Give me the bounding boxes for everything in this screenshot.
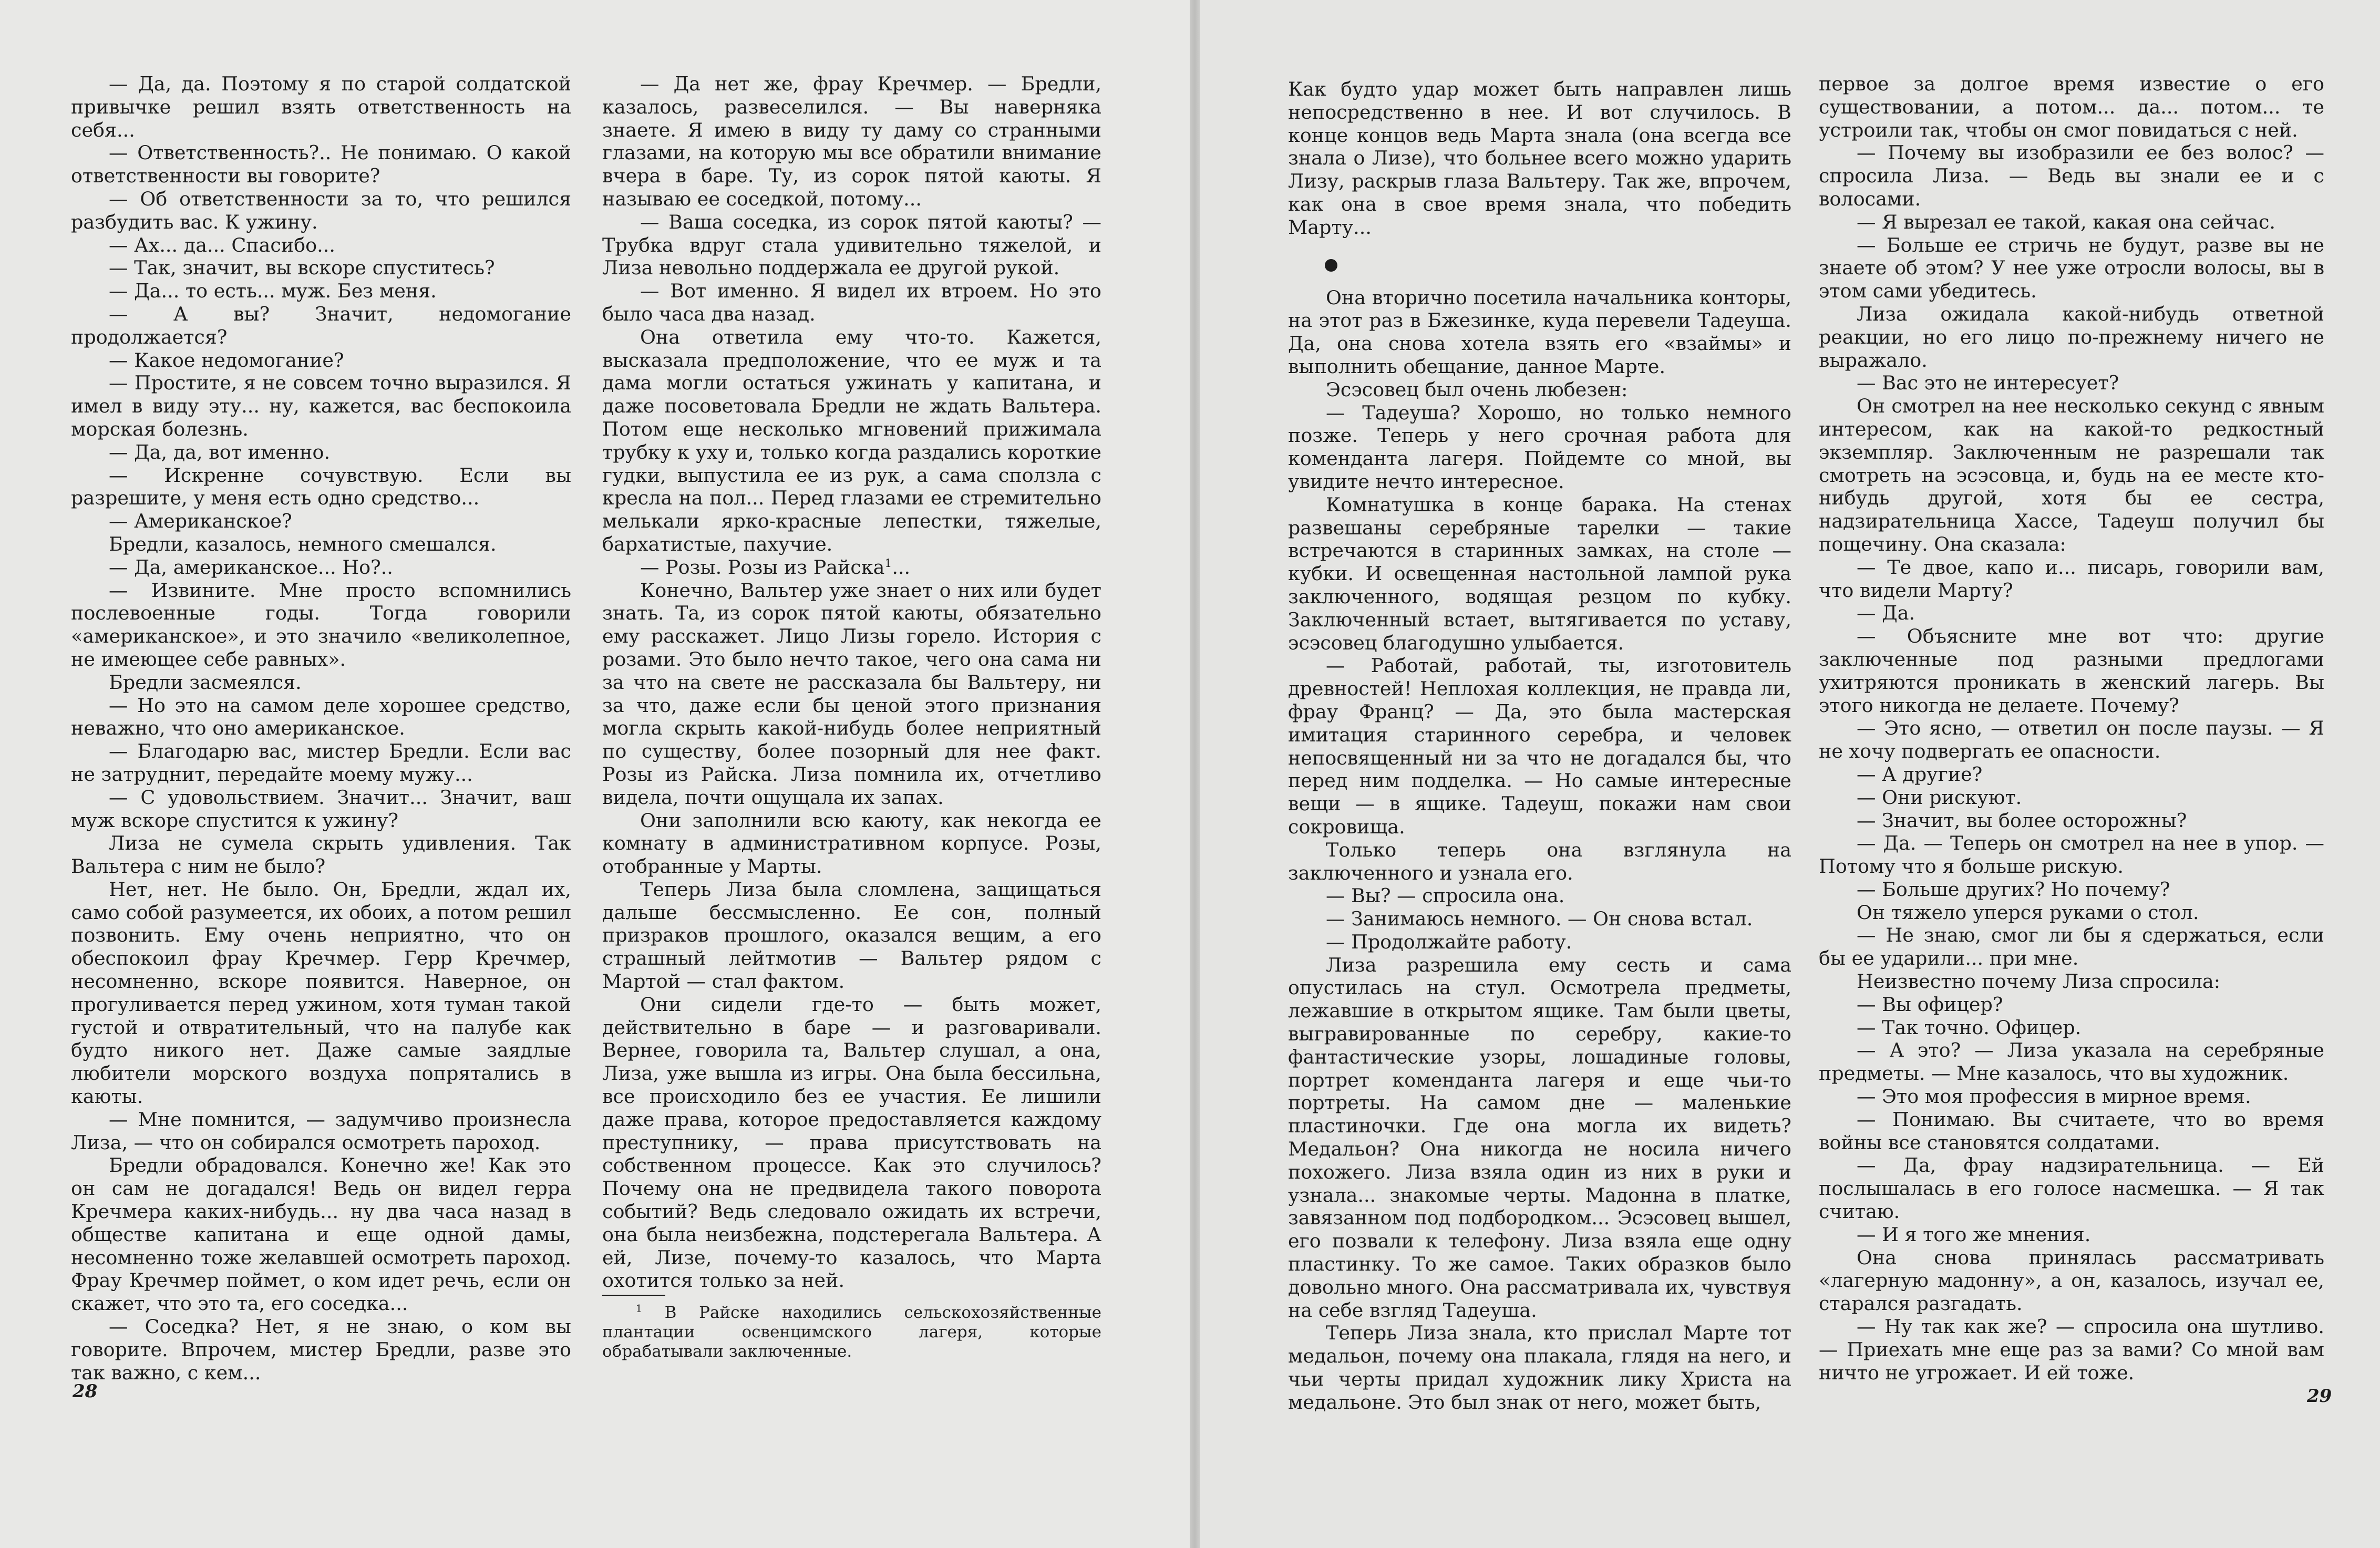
paragraph: — Вас это не интересует? <box>1857 371 2119 395</box>
paragraph: — Ах... да... Спасибо... <box>109 233 335 256</box>
paragraph: Она вторично посетила начальника конторы, на этот раз в Бжезинке, куда перевели Тадеуша. Да, она снова хотела взять его «взаймы» и выполнить обещание, данное Марте. <box>1288 286 1791 378</box>
paragraph: — Да. — Теперь он смотрел на нее в упор. — Потому что я больше рискую. <box>1819 832 2324 878</box>
paragraph: — Соседка? Нет, я не знаю, о ком вы говорите. Впрочем, мистер Бредли, разве это так важно, с кем... <box>71 1315 571 1384</box>
paragraph: — Почему вы изобразили ее без волос? — спросила Лиза. — Ведь вы знали ее и с волосами. <box>1819 141 2324 210</box>
paragraph: — Да, да. Поэтому я по старой солдатской привычке решил взять ответственность на себя... <box>71 73 571 141</box>
left-page-column-1 <box>71 73 571 1384</box>
paragraph: Теперь Лиза знала, кто прислал Марте тот медальон, почему она плакала, глядя на него, и чьи черты придал художник лику Христа на медальоне. Это был знак от него, может быть, <box>1288 1322 1791 1413</box>
paragraph: — Они рискуют. <box>1857 786 2022 809</box>
paragraph: — Ну так как же? — спросила она шутливо. — Приехать мне еще раз за вами? Со мной вам ничто не угрожает. И ей тоже. <box>1819 1315 2324 1384</box>
paragraph: — Это ясно, — ответил он после паузы. — Я не хочу подвергать ее опасности. <box>1819 717 2324 763</box>
book-gutter <box>1190 0 1200 1548</box>
paragraph: — С удовольствием. Значит... Значит, ваш муж вскоре спустится к ужину? <box>71 786 571 832</box>
paragraph: Она снова принялась рассматривать «лагерную мадонну», а он, казалось, изучал ее, старался разгадать. <box>1819 1246 2324 1315</box>
section-break-bullet <box>1325 259 1337 272</box>
paragraph: — Об ответственности за то, что решился разбудить вас. К ужину. <box>71 187 571 233</box>
paragraph: Только теперь она взглянула на заключенного и узнала его. <box>1288 838 1791 884</box>
paragraph: первое за долгое время известие о его существовании, а потом... да... потом... те устроили так, чтобы он смог повидаться с ней. <box>1819 73 2324 141</box>
footnote-text: В Райске находились сельскохозяйственные плантации освенцимского лагеря, которые обрабатывали заключенные. <box>602 1303 1101 1361</box>
footnote <box>602 1303 1101 1361</box>
paragraph: Они заполнили всю каюту, как некогда ее комнату в административном корпусе. Розы, отобранные у Марты. <box>602 809 1101 878</box>
paragraph: — Извините. Мне просто вспомнились послевоенные годы. Тогда говорили «американское», и это значило «великолепное, не имеющее себе равных». <box>71 579 571 670</box>
paragraph: — Ваша соседка, из сорок пятой каюты? — Трубка вдруг стала удивительно тяжелой, и Лиза невольно поддержала ее другой рукой. <box>602 210 1101 280</box>
paragraph: — Да, да, вот именно. <box>109 440 331 463</box>
paragraph: Он тяжело уперся руками о стол. <box>1857 901 2199 924</box>
paragraph: — Это моя профессия в мирное время. <box>1857 1085 2251 1108</box>
page-number-right: 29 <box>2307 1386 2332 1407</box>
paragraph: — Понимаю. Вы считаете, что во время войны все становятся солдатами. <box>1819 1108 2324 1154</box>
column-continuation <box>1288 78 1791 239</box>
paragraph: — И я того же мнения. <box>1857 1223 2091 1246</box>
paragraph: Эсэсовец был очень любезен: <box>1326 378 1628 401</box>
paragraph: — Продолжайте работу. <box>1326 930 1572 953</box>
paragraph: — А это? — Лиза указала на серебряные предметы. — Мне казалось, что вы художник. <box>1819 1039 2324 1085</box>
paragraph: Бредли обрадовался. Конечно же! Как это он сам не догадался! Ведь он видел герра Кречмера каких-нибудь... ну два часа назад в обществе капитана и еще одной дамы, несомненно тоже желавшей осмотреть пароход. Фрау Кречмер поймет, о ком идет речь, если он скажет, что это та, его соседка... <box>71 1154 571 1315</box>
paragraph: Они сидели где-то — быть может, действительно в баре — и разговаривали. Вернее, говорила та, Вальтер слушал, а она, Лиза, уже вышла из игры. Она была бессильна, все происходило без ее участия. Ее лишили даже права, которое предоставляется каждому преступнику, — права присутствовать на собственном процессе. Как это случилось? Почему она не предвидела такого поворота событий? Ведь следовало ожидать их встречи, она была неизбежна, подстерегала Вальтера. А ей, Лизе, почему-то казалось, что Марта охотится только за ней. <box>602 993 1101 1292</box>
paragraph: — Ответственность?.. Не понимаю. О какой ответственности вы говорите? <box>71 141 571 188</box>
paragraph: — Благодарю вас, мистер Бредли. Если вас не затруднит, передайте моему мужу... <box>71 740 571 786</box>
paragraph: — Искренне сочувствую. Если вы разрешите, у меня есть одно средство... <box>71 463 571 510</box>
footnote-reference: 1 <box>884 556 892 570</box>
paragraph: Он смотрел на нее несколько секунд с явным интересом, как на какой-то редкостный экземпляр. Заключенным не разрешали так смотреть на эсэсовца, и, будь на ее месте кто-нибудь другой, хотя бы ее сестра, надзирательница Хассе, Тадеуш получил бы пощечину. Она сказала: <box>1819 395 2324 555</box>
paragraph: — Розы. Розы из Райска$^1$... <box>640 555 911 579</box>
paragraph: Неизвестно почему Лиза спросила: <box>1857 970 2221 993</box>
paragraph: Нет, нет. Не было. Он, Бредли, ждал их, само собой разумеется, их обоих, а потом решил позвонить. Ему очень неприятно, что он обеспокоил фрау Кречмер. Герр Кречмер, несомненно, вскоре появится. Наверное, он прогуливается перед ужином, хотя туман такой густой и отвратительный, что на палубе как будто никого нет. Даже самые заядлые любители морского воздуха попрятались в каюты. <box>71 878 571 1108</box>
paragraph: — Простите, я не совсем точно выразился. Я имел в виду эту... ну, кажется, вас беспокоила морская болезнь. <box>71 371 571 440</box>
paragraph: — Я вырезал ее такой, какая она сейчас. <box>1857 210 2276 233</box>
paragraph: Лиза разрешила ему сесть и сама опустилась на стул. Осмотрела предметы, лежавшие в открытом ящике. Там были цветы, выгравированные по серебру, какие-то фантастические узоры, лошадиные головы, портрет коменданта лагеря и еще чьи-то портреты. На самом дне — маленькие пластиночки. Где она могла их видеть? Медальон? Она никогда не носила ничего похожего. Лиза взяла один из них в руки и узнала... знакомые черты. Мадонна в платке, завязанном под подбородком... Эсэсовец вышел, его позвали к телефону. Лиза взяла еще одну пластинку. То же самое. Таких образков было довольно много. Она рассматривала их, чувствуя на себе взгляд Тадеуша. <box>1288 953 1791 1322</box>
left-page-column-2 <box>602 73 1101 1292</box>
paragraph: Как будто удар может быть направлен лишь непосредственно в нее. И вот случилось. В конце концов ведь Марта знала (она всегда все знала о Лизе), что больнее всего можно ударить Лизу, раскрыв глаза Вальтеру. Так же, впрочем, как она в свое время знала, что победить Марту... <box>1288 78 1791 239</box>
paragraph: — Какое недомогание? <box>109 348 344 371</box>
right-page-column-1 <box>1288 78 1791 1414</box>
paragraph: — Работай, работай, ты, изготовитель древностей! Неплохая коллекция, не правда ли, фрау Франц? — Да, это была мастерская имитация старинного серебра, и человек непосвященный ни за что не догадался бы, что перед ним подделка. — Но самые интересные вещи — в ящике. Тадеуш, покажи нам свои сокровища. <box>1288 654 1791 838</box>
paragraph: — Да, американское... Но?.. <box>109 555 393 579</box>
page-number-left: 28 <box>73 1381 98 1402</box>
paragraph: — Мне помнится, — задумчиво произнесла Лиза, — что он собирался осмотреть пароход. <box>71 1108 571 1154</box>
right-page-column-2 <box>1819 73 2324 1384</box>
paragraph: Комнатушка в конце барака. На стенах развешаны серебряные тарелки — такие встречаются в старинных замках, на столе — кубки. И освещенная настольной лампой рука заключенного, водящая резцом по кубку. Заключенный встает, вытягивается по уставу, эсэсовец благодушно улыбается. <box>1288 493 1791 654</box>
footnote-marker: 1 <box>636 1303 642 1315</box>
paragraph: — Значит, вы более осторожны? <box>1857 809 2187 832</box>
paragraph: — Тадеуша? Хорошо, но только немного позже. Теперь у него срочная работа для коменданта лагеря. Пойдемте со мной, вы увидите нечто интересное. <box>1288 401 1791 493</box>
paragraph: — Занимаюсь немного. — Он снова встал. <box>1326 907 1753 931</box>
paragraph: — Больше других? Но почему? <box>1857 878 2170 901</box>
paragraph: — А вы? Значит, недомогание продолжается? <box>71 302 571 348</box>
paragraph: — Вот именно. Я видел их втроем. Но это было часа два назад. <box>602 280 1101 325</box>
paragraph: — Да нет же, фрау Кречмер. — Бредли, казалось, развеселился. — Вы наверняка знаете. Я имею в виду ту даму со странными глазами, на которую мы все обратили внимание вчера в баре. Ту, из сорок пятой каюты. Я называю ее соседкой, потому... <box>602 73 1101 210</box>
paragraph: Лиза ожидала какой-нибудь ответной реакции, но его лицо по-прежнему ничего не выражало. <box>1819 302 2324 371</box>
paragraph: — Те двое, капо и... писарь, говорили вам, что видели Марту? <box>1819 555 2324 602</box>
paragraph: — Да, фрау надзирательница. — Ей послышалась в его голосе насмешка. — Я так считаю. <box>1819 1154 2324 1223</box>
paragraph: Бредли, казалось, немного смешался. <box>109 532 497 555</box>
footnote-rule <box>602 1295 665 1296</box>
paragraph: — Не знаю, смог ли бы я сдержаться, если бы ее ударили... при мне. <box>1819 924 2324 970</box>
paragraph: — Да. <box>1857 602 1915 625</box>
paragraph: Конечно, Вальтер уже знает о них или будет знать. Та, из сорок пятой каюты, обязательно ему расскажет. Лицо Лизы горело. История с розами. Это было нечто такое, чего она сама ни за что на свете не рассказала бы Вальтеру, ни за что, даже если бы ценой этого признания могла скрыть какой-нибудь более неприятный по существу, более позорный для нее факт. Розы из Райска. Лиза помнила их, отчетливо видела, почти ощущала их запах. <box>602 579 1101 809</box>
paragraph: — Вы? — спросила она. <box>1326 884 1565 907</box>
paragraph: — Вы офицер? <box>1857 993 2003 1016</box>
paragraph: — Но это на самом деле хорошее средство, неважно, что оно американское. <box>71 694 571 740</box>
paragraph: Теперь Лиза была сломлена, защищаться дальше бессмысленно. Ее сон, полный призраков прошлого, оказался вещим, а его страшный лейтмотив — Вальтер рядом с Мартой — стал фактом. <box>602 878 1101 993</box>
paragraph: — Больше ее стричь не будут, разве вы не знаете об этом? У нее уже отросли волосы, вы в этом сами убедитесь. <box>1819 233 2324 303</box>
section-text <box>1288 286 1791 1414</box>
paragraph: — Американское? <box>109 510 292 533</box>
paragraph: Бредли засмеялся. <box>109 670 302 694</box>
paragraph: Она ответила ему что-то. Кажется, высказала предположение, что ее муж и та дама могли остаться ужинать у капитана, и даже посоветовала Бредли не ждать Вальтера. Потом еще несколько мгновений прижимала трубку к уху и, только когда раздались короткие гудки, выпустила ее из рук, а сама сползла с кресла на пол... Перед глазами ее стремительно мелькали ярко-красные лепестки, тяжелые, бархатистые, пахучие. <box>602 325 1101 555</box>
paragraph: — Так, значит, вы вскоре спуститесь? <box>109 256 495 280</box>
paragraph: Лиза не сумела скрыть удивления. Так Вальтера с ним не было? <box>71 832 571 878</box>
paragraph: — Объясните мне вот что: другие заключенные под разными предлогами ухитряются проникать в женский лагерь. Вы этого никогда не делаете. Почему? <box>1819 625 2324 717</box>
paragraph: — Так точно. Офицер. <box>1857 1016 2082 1039</box>
paragraph: — А другие? <box>1857 762 1983 786</box>
paragraph: — Да... то есть... муж. Без меня. <box>109 280 437 303</box>
